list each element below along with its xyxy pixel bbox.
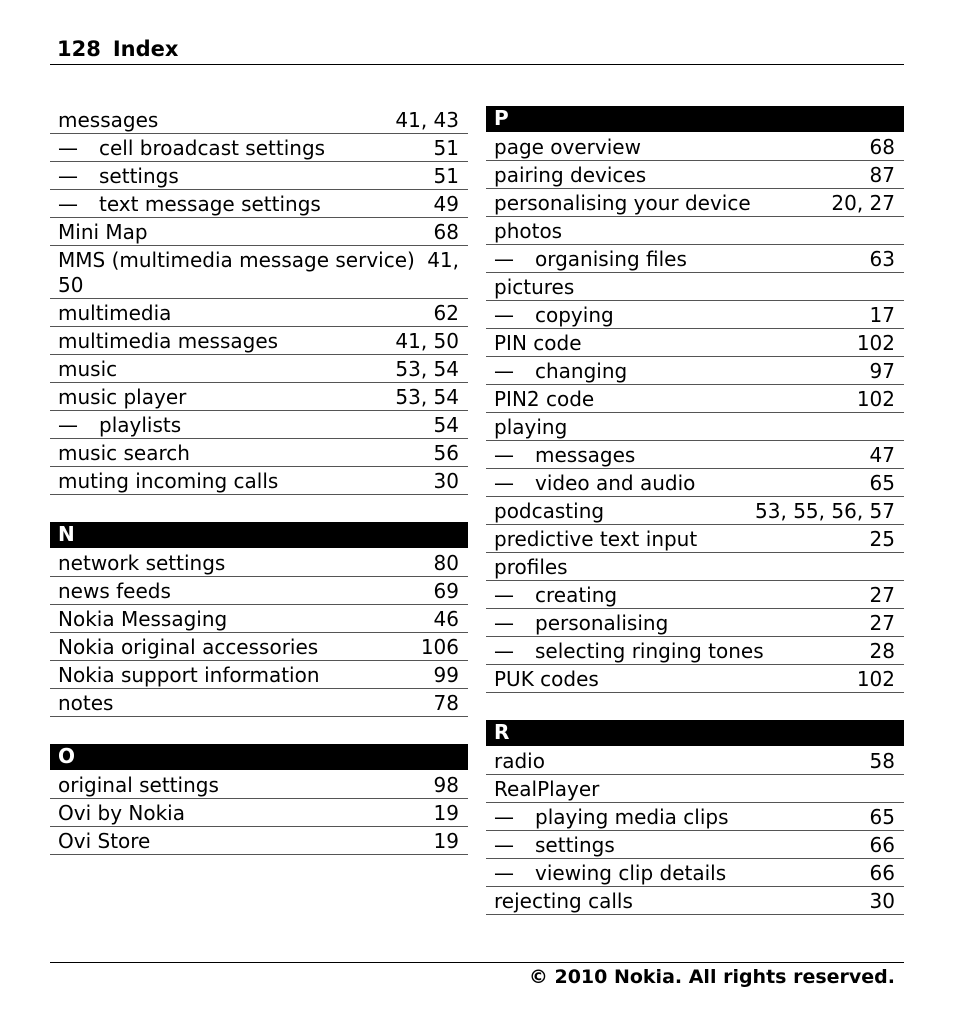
index-term-text: music [58, 357, 118, 381]
index-term [58, 192, 321, 217]
index-term-text: video and audio [535, 471, 696, 495]
index-subentry [50, 162, 468, 190]
index-subentry [486, 441, 904, 469]
index-term-text: MMS (multimedia message service) [58, 248, 415, 272]
index-subentry [486, 469, 904, 497]
subentry-dash: — [494, 639, 514, 663]
page-reference: 46 [433, 607, 459, 631]
page-reference: 68 [433, 220, 459, 244]
index-term-text: news feeds [58, 579, 171, 603]
index-term-text: rejecting calls [494, 889, 633, 913]
page-reference: 102 [856, 387, 895, 411]
index-entry [50, 605, 468, 633]
index-term-text: page overview [494, 135, 641, 159]
index-subentry [486, 831, 904, 859]
subentry-dash: — [58, 136, 78, 160]
page-reference: 53, 54 [395, 357, 459, 381]
page-reference: 102 [856, 667, 895, 691]
index-entry [50, 106, 468, 134]
index-term [494, 833, 615, 858]
index-subentry [486, 357, 904, 385]
index-term-text: settings [535, 833, 615, 857]
section-heading: N [50, 522, 468, 548]
index-entry [50, 799, 468, 827]
index-entry [50, 771, 468, 799]
index-column-right [486, 106, 904, 915]
index-subentry [486, 637, 904, 665]
index-term [494, 387, 594, 412]
subentry-dash: — [494, 805, 514, 829]
page-title: Index [112, 37, 179, 61]
page-reference: 54 [433, 413, 459, 437]
index-term [494, 331, 582, 356]
page-reference: 56 [433, 441, 459, 465]
index-entry [486, 553, 904, 581]
index-term [58, 551, 225, 576]
index-term-text: PIN code [494, 331, 582, 355]
index-entry [486, 413, 904, 441]
index-entry [50, 827, 468, 855]
index-term [494, 163, 646, 188]
index-term [494, 359, 627, 384]
section-heading: O [50, 744, 468, 770]
page-reference: 62 [433, 301, 459, 325]
index-subentry [486, 581, 904, 609]
index-term-text: playing media clips [535, 805, 729, 829]
page-reference: 87 [869, 163, 895, 187]
section-gap [486, 693, 904, 720]
index-term [58, 248, 415, 272]
page-reference: 97 [869, 359, 895, 383]
index-entry [486, 189, 904, 217]
page-reference: 102 [856, 331, 895, 355]
index-subentry [486, 245, 904, 273]
index-term-text: muting incoming calls [58, 469, 279, 493]
index-term [58, 136, 325, 161]
index-term [494, 219, 562, 244]
index-term-text: multimedia messages [58, 329, 279, 353]
subentry-dash: — [58, 164, 78, 188]
index-term-text: Nokia support information [58, 663, 320, 687]
index-term-text: messages [58, 108, 159, 132]
page-reference: 66 [869, 861, 895, 885]
index-term [494, 749, 545, 774]
index-term [494, 555, 568, 580]
index-term [58, 108, 158, 133]
index-term-text: creating [535, 583, 618, 607]
index-term [58, 635, 318, 660]
index-term-text: personalising your device [494, 191, 751, 215]
page-reference: 53, 55, 56, 57 [755, 499, 895, 523]
index-term-text: predictive text input [494, 527, 698, 551]
index-term [494, 303, 614, 328]
index-term-text: messages [535, 443, 636, 467]
subentry-dash: — [58, 192, 78, 216]
index-term-text: personalising [535, 611, 669, 635]
page-reference: 66 [869, 833, 895, 857]
index-term [494, 639, 764, 664]
index-entry [50, 549, 468, 577]
index-term-text: notes [58, 691, 114, 715]
index-term-text: text message settings [99, 192, 321, 216]
page-reference: 58 [869, 749, 895, 773]
index-term-text: changing [535, 359, 628, 383]
subentry-dash: — [494, 359, 514, 383]
index-entry [486, 273, 904, 301]
index-subentry [486, 859, 904, 887]
section-heading: R [486, 720, 904, 746]
index-entry [486, 217, 904, 245]
index-entry [50, 355, 468, 383]
index-term [58, 413, 181, 438]
index-term [58, 663, 320, 688]
index-term [494, 667, 599, 692]
page-reference: 65 [869, 805, 895, 829]
index-term [58, 220, 148, 245]
index-subentry [486, 803, 904, 831]
index-term-text: PIN2 code [494, 387, 595, 411]
page-reference: 98 [433, 773, 459, 797]
index-term-text: Nokia original accessories [58, 635, 319, 659]
index-term [58, 691, 113, 716]
subentry-dash: — [494, 443, 514, 467]
index-term-text: Mini Map [58, 220, 148, 244]
index-term [494, 499, 604, 524]
page-reference: 51 [433, 164, 459, 188]
page-reference: 25 [869, 527, 895, 551]
index-entry [50, 327, 468, 355]
page-reference: 69 [433, 579, 459, 603]
subentry-dash: — [494, 611, 514, 635]
page-reference: 65 [869, 471, 895, 495]
page-reference: 30 [869, 889, 895, 913]
page-reference: 20, 27 [831, 191, 895, 215]
index-term [494, 583, 617, 608]
page-reference: 99 [433, 663, 459, 687]
index-term-text: pictures [494, 275, 575, 299]
page-reference-continued: 50 [58, 273, 84, 297]
index-term [494, 415, 567, 440]
index-term [58, 469, 278, 494]
index-term [58, 773, 219, 798]
index-entry [50, 633, 468, 661]
page-reference: 49 [433, 192, 459, 216]
page-reference: 80 [433, 551, 459, 575]
index-term [494, 135, 641, 160]
page-reference: 47 [869, 443, 895, 467]
index-term-text: podcasting [494, 499, 605, 523]
index-term-text: Ovi Store [58, 829, 151, 853]
index-entry [50, 299, 468, 327]
index-term [494, 611, 668, 636]
index-term-text: original settings [58, 773, 219, 797]
index-term-text: profiles [494, 555, 568, 579]
page-reference: 78 [433, 691, 459, 715]
index-column-left [50, 106, 468, 855]
index-entry [50, 467, 468, 495]
index-term-text: Nokia Messaging [58, 607, 228, 631]
index-term-text: playlists [99, 413, 182, 437]
index-term [58, 329, 278, 354]
index-term-text: playing [494, 415, 568, 439]
index-term [58, 579, 171, 604]
index-entry [486, 133, 904, 161]
page-reference: 19 [433, 801, 459, 825]
page-reference: 27 [869, 611, 895, 635]
index-entry [50, 689, 468, 717]
subentry-dash: — [494, 247, 514, 271]
index-subentry [486, 301, 904, 329]
subentry-dash: — [494, 471, 514, 495]
page-reference: 68 [869, 135, 895, 159]
index-term [494, 527, 697, 552]
index-entry [50, 218, 468, 246]
page-reference: 30 [433, 469, 459, 493]
index-term [494, 191, 751, 216]
index-entry [50, 383, 468, 411]
index-subentry [50, 411, 468, 439]
index-term [494, 471, 695, 496]
index-entry [486, 161, 904, 189]
index-term [58, 829, 150, 854]
index-term-text: copying [535, 303, 614, 327]
subentry-dash: — [494, 833, 514, 857]
index-entry [486, 385, 904, 413]
index-entry [486, 329, 904, 357]
page-reference: 51 [433, 136, 459, 160]
index-term-text: cell broadcast settings [99, 136, 326, 160]
index-term-text: viewing clip details [535, 861, 727, 885]
index-term [494, 247, 687, 272]
index-entry [486, 775, 904, 803]
index-entry [50, 439, 468, 467]
page-header [50, 36, 904, 65]
index-subentry [50, 134, 468, 162]
index-term [58, 164, 179, 189]
page-reference: 53, 54 [395, 385, 459, 409]
page-reference: 41, [427, 248, 459, 272]
page-reference: 19 [433, 829, 459, 853]
index-term [58, 607, 227, 632]
page-reference: 17 [869, 303, 895, 327]
index-term-text: settings [99, 164, 179, 188]
index-term [58, 357, 117, 382]
page-number: 128 [57, 37, 101, 61]
index-term-text: selecting ringing tones [535, 639, 764, 663]
index-term [58, 801, 185, 826]
index-term [494, 275, 574, 300]
index-term-text: photos [494, 219, 563, 243]
subentry-dash: — [58, 413, 78, 437]
index-term-text: multimedia [58, 301, 172, 325]
index-term [494, 889, 633, 914]
index-entry [486, 747, 904, 775]
subentry-dash: — [494, 303, 514, 327]
index-term [494, 777, 599, 802]
page-reference: 27 [869, 583, 895, 607]
footer-rule [50, 962, 904, 963]
page-reference: 106 [420, 635, 459, 659]
index-term-text: pairing devices [494, 163, 647, 187]
index-term-text: network settings [58, 551, 226, 575]
index-term-text: Ovi by Nokia [58, 801, 185, 825]
index-term [58, 301, 171, 326]
index-term [58, 441, 190, 466]
page-reference: 41, 50 [395, 329, 459, 353]
index-subentry [486, 609, 904, 637]
index-term-text: RealPlayer [494, 777, 600, 801]
index-entry [486, 887, 904, 915]
index-entry [486, 665, 904, 693]
subentry-dash: — [494, 583, 514, 607]
page-reference: 28 [869, 639, 895, 663]
index-entry [50, 246, 468, 299]
index-entry [50, 577, 468, 605]
section-gap [50, 717, 468, 744]
page-reference: 63 [869, 247, 895, 271]
subentry-dash: — [494, 861, 514, 885]
index-term [58, 385, 186, 410]
section-heading: P [486, 106, 904, 132]
section-gap [50, 495, 468, 522]
index-subentry [50, 190, 468, 218]
page-reference: 41, 43 [395, 108, 459, 132]
index-term-text: music search [58, 441, 190, 465]
index-term-text: radio [494, 749, 545, 773]
index-term [494, 805, 729, 830]
index-entry [50, 661, 468, 689]
index-entry [486, 525, 904, 553]
index-term-text: music player [58, 385, 187, 409]
index-term [494, 861, 726, 886]
index-term-text: PUK codes [494, 667, 599, 691]
copyright-notice: © 2010 Nokia. All rights reserved. [528, 966, 895, 988]
index-term-text: organising files [535, 247, 687, 271]
index-term [494, 443, 635, 468]
index-entry [486, 497, 904, 525]
